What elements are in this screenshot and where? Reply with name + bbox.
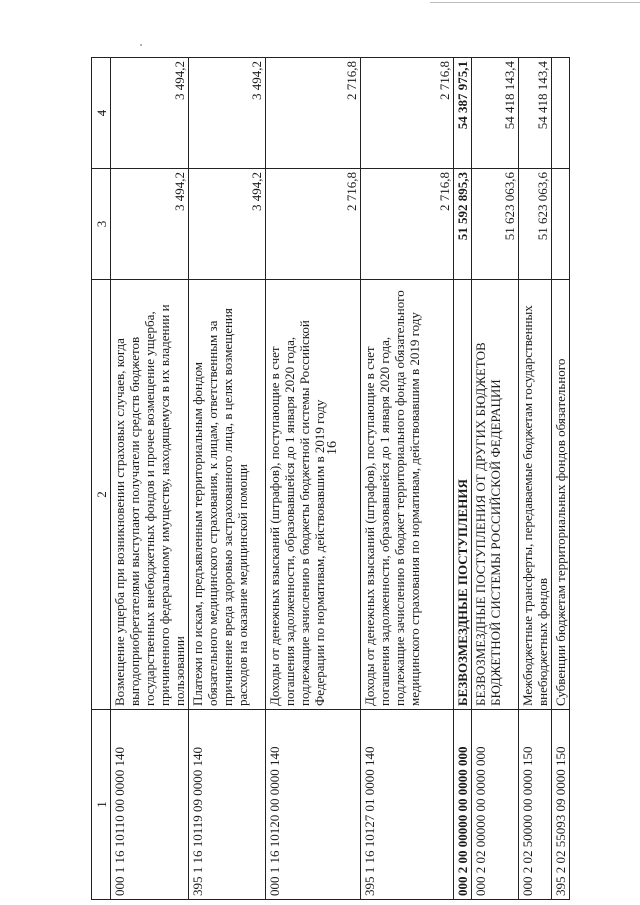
table-row <box>454 58 472 900</box>
forecast-amount-cell: 3 494,2 <box>111 58 189 169</box>
plan-amount-cell <box>552 169 570 280</box>
table-row <box>552 58 570 900</box>
budget-code-cell: 395 1 16 10119 09 0000 140 <box>189 710 266 900</box>
forecast-amount-cell: 2 716,8 <box>361 58 454 169</box>
rotated-table-container <box>91 58 581 900</box>
plan-amount-cell: 51 592 895,3 <box>454 169 472 280</box>
table-header-row <box>92 58 111 900</box>
budget-code-cell: 000 1 16 10110 00 0000 140 <box>111 710 189 900</box>
page-number: 16 <box>324 441 340 455</box>
table-row <box>361 58 454 900</box>
table-row <box>519 58 552 900</box>
plan-amount-cell: 3 494,2 <box>111 169 189 280</box>
forecast-amount-cell <box>552 58 570 169</box>
plan-amount-cell: 3 494,2 <box>189 169 266 280</box>
budget-code-cell: 000 2 02 50000 00 0000 150 <box>519 710 552 900</box>
budget-revenue-table <box>91 57 570 900</box>
description-cell: БЕЗВОЗМЕЗДНЫЕ ПОСТУПЛЕНИЯ ОТ ДРУГИХ БЮДЖЕТОВ БЮДЖЕТНОЙ СИСТЕМЫ РОССИЙСКОЙ ФЕДЕРАЦИИ <box>472 280 519 710</box>
forecast-amount-cell: 54 418 143,4 <box>472 58 519 169</box>
description-cell: БЕЗВОЗМЕЗДНЫЕ ПОСТУПЛЕНИЯ <box>454 280 472 710</box>
description-cell: Межбюджетные трансферты, передаваемые бюджетам государственных внебюджетных фондов <box>519 280 552 710</box>
forecast-amount-cell: 2 716,8 <box>266 58 361 169</box>
table-row <box>472 58 519 900</box>
budget-code-cell: 000 1 16 10120 00 0000 140 <box>266 710 361 900</box>
table-row <box>266 58 361 900</box>
table-body <box>92 58 570 900</box>
forecast-amount-cell: 54 418 143,4 <box>519 58 552 169</box>
plan-amount-cell: 51 623 063,6 <box>472 169 519 280</box>
description-cell: Возмещение ущерба при возникновении страховых случаев, когда выгодоприобретателями выступают получатели средств бюджетов государственных внебюджетных фондов и прочее возмещение ущерба, причиненного федеральному имуществу, находящемуся в их владении и пользовании <box>111 280 189 710</box>
forecast-amount-cell: 3 494,2 <box>189 58 266 169</box>
header-cell-1: 1 <box>92 710 111 900</box>
budget-code-cell: 000 2 02 00000 00 0000 000 <box>472 710 519 900</box>
description-cell: Платежи по искам, предъявленным территориальным фондом обязательного медицинского страхования, к лицам, ответственным за причинение вреда здоровью застрахованного лица, в целях возмещения расходов на оказание медицинской помощи <box>189 280 266 710</box>
plan-amount-cell: 51 623 063,6 <box>519 169 552 280</box>
budget-code-cell: 000 2 00 00000 00 0000 000 <box>454 710 472 900</box>
header-cell-3: 3 <box>92 169 111 280</box>
description-cell: Субвенции бюджетам территориальных фондов обязательного <box>552 280 570 710</box>
budget-code-cell: 395 1 16 10127 01 0000 140 <box>361 710 454 900</box>
description-cell: Доходы от денежных взысканий (штрафов), поступающие в счет погашения задолженности, образовавшейся до 1 января 2020 года, подлежащие зачислению в бюджет территориального фонда обязательного медицинского страхования по нормативам, действовавшим в 2019 году <box>361 280 454 710</box>
plan-amount-cell: 2 716,8 <box>266 169 361 280</box>
table-row <box>111 58 189 900</box>
header-cell-2: 2 <box>92 280 111 710</box>
plan-amount-cell: 2 716,8 <box>361 169 454 280</box>
scan-speck <box>140 44 142 46</box>
table-row <box>189 58 266 900</box>
description-cell: Доходы от денежных взысканий (штрафов), поступающие в счет погашения задолженности, образовавшейся до 1 января 2020 года, подлежащие зачислению в бюджеты бюджетной системы Российской Федерации по нормативам, действовавшим в 2019 году <box>266 280 361 710</box>
forecast-amount-cell: 54 387 975,1 <box>454 58 472 169</box>
budget-code-cell: 395 2 02 55093 09 0000 150 <box>552 710 570 900</box>
header-cell-4: 4 <box>92 58 111 169</box>
scan-edge-line <box>430 2 640 3</box>
